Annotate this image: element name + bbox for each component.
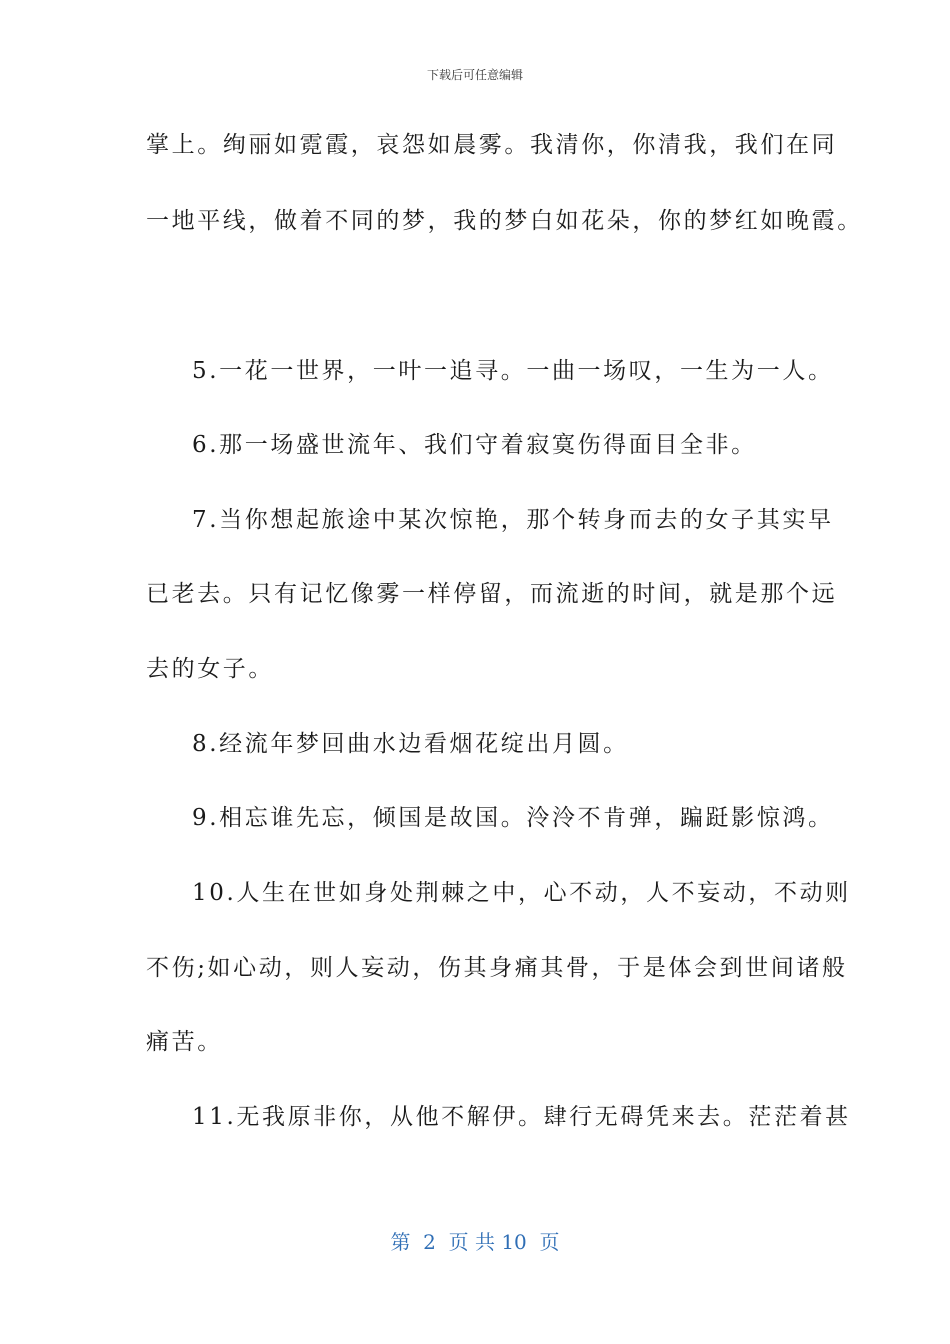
list-item-9: 9.相忘谁先忘，倾国是故国。泠泠不肯弹，蹁跹影惊鸿。 bbox=[192, 805, 834, 831]
list-item-10: 10.人生在世如身处荆棘之中，心不动，人不妄动，不动则 bbox=[192, 880, 851, 906]
list-item-11: 11.无我原非你，从他不解伊。肆行无碍凭来去。茫茫着甚 bbox=[192, 1104, 851, 1130]
body-line: 去的女子。 bbox=[146, 656, 274, 682]
body-line: 一地平线，做着不同的梦，我的梦白如花朵，你的梦红如晚霞。 bbox=[146, 208, 863, 234]
list-item-6: 6.那一场盛世流年、我们守着寂寞伤得面目全非。 bbox=[192, 432, 757, 458]
body-line: 不伤;如心动，则人妄动，伤其身痛其骨，于是体会到世间诸般 bbox=[146, 955, 848, 981]
page-number-footer: 第 2 页 共 10 页 bbox=[390, 1230, 560, 1254]
list-item-5: 5.一花一世界，一叶一追寻。一曲一场叹，一生为一人。 bbox=[192, 358, 834, 384]
body-line: 掌上。绚丽如霓霞，哀怨如晨雾。我清你，你清我，我们在同 bbox=[146, 132, 838, 158]
list-item-8: 8.经流年梦回曲水边看烟花绽出月圆。 bbox=[192, 731, 629, 757]
page-header: 下载后可任意编辑 bbox=[426, 68, 523, 82]
list-item-7: 7.当你想起旅途中某次惊艳，那个转身而去的女子其实早 bbox=[192, 507, 834, 533]
body-line: 已老去。只有记忆像雾一样停留，而流逝的时间，就是那个远 bbox=[146, 581, 838, 607]
body-line: 痛苦。 bbox=[146, 1029, 223, 1055]
